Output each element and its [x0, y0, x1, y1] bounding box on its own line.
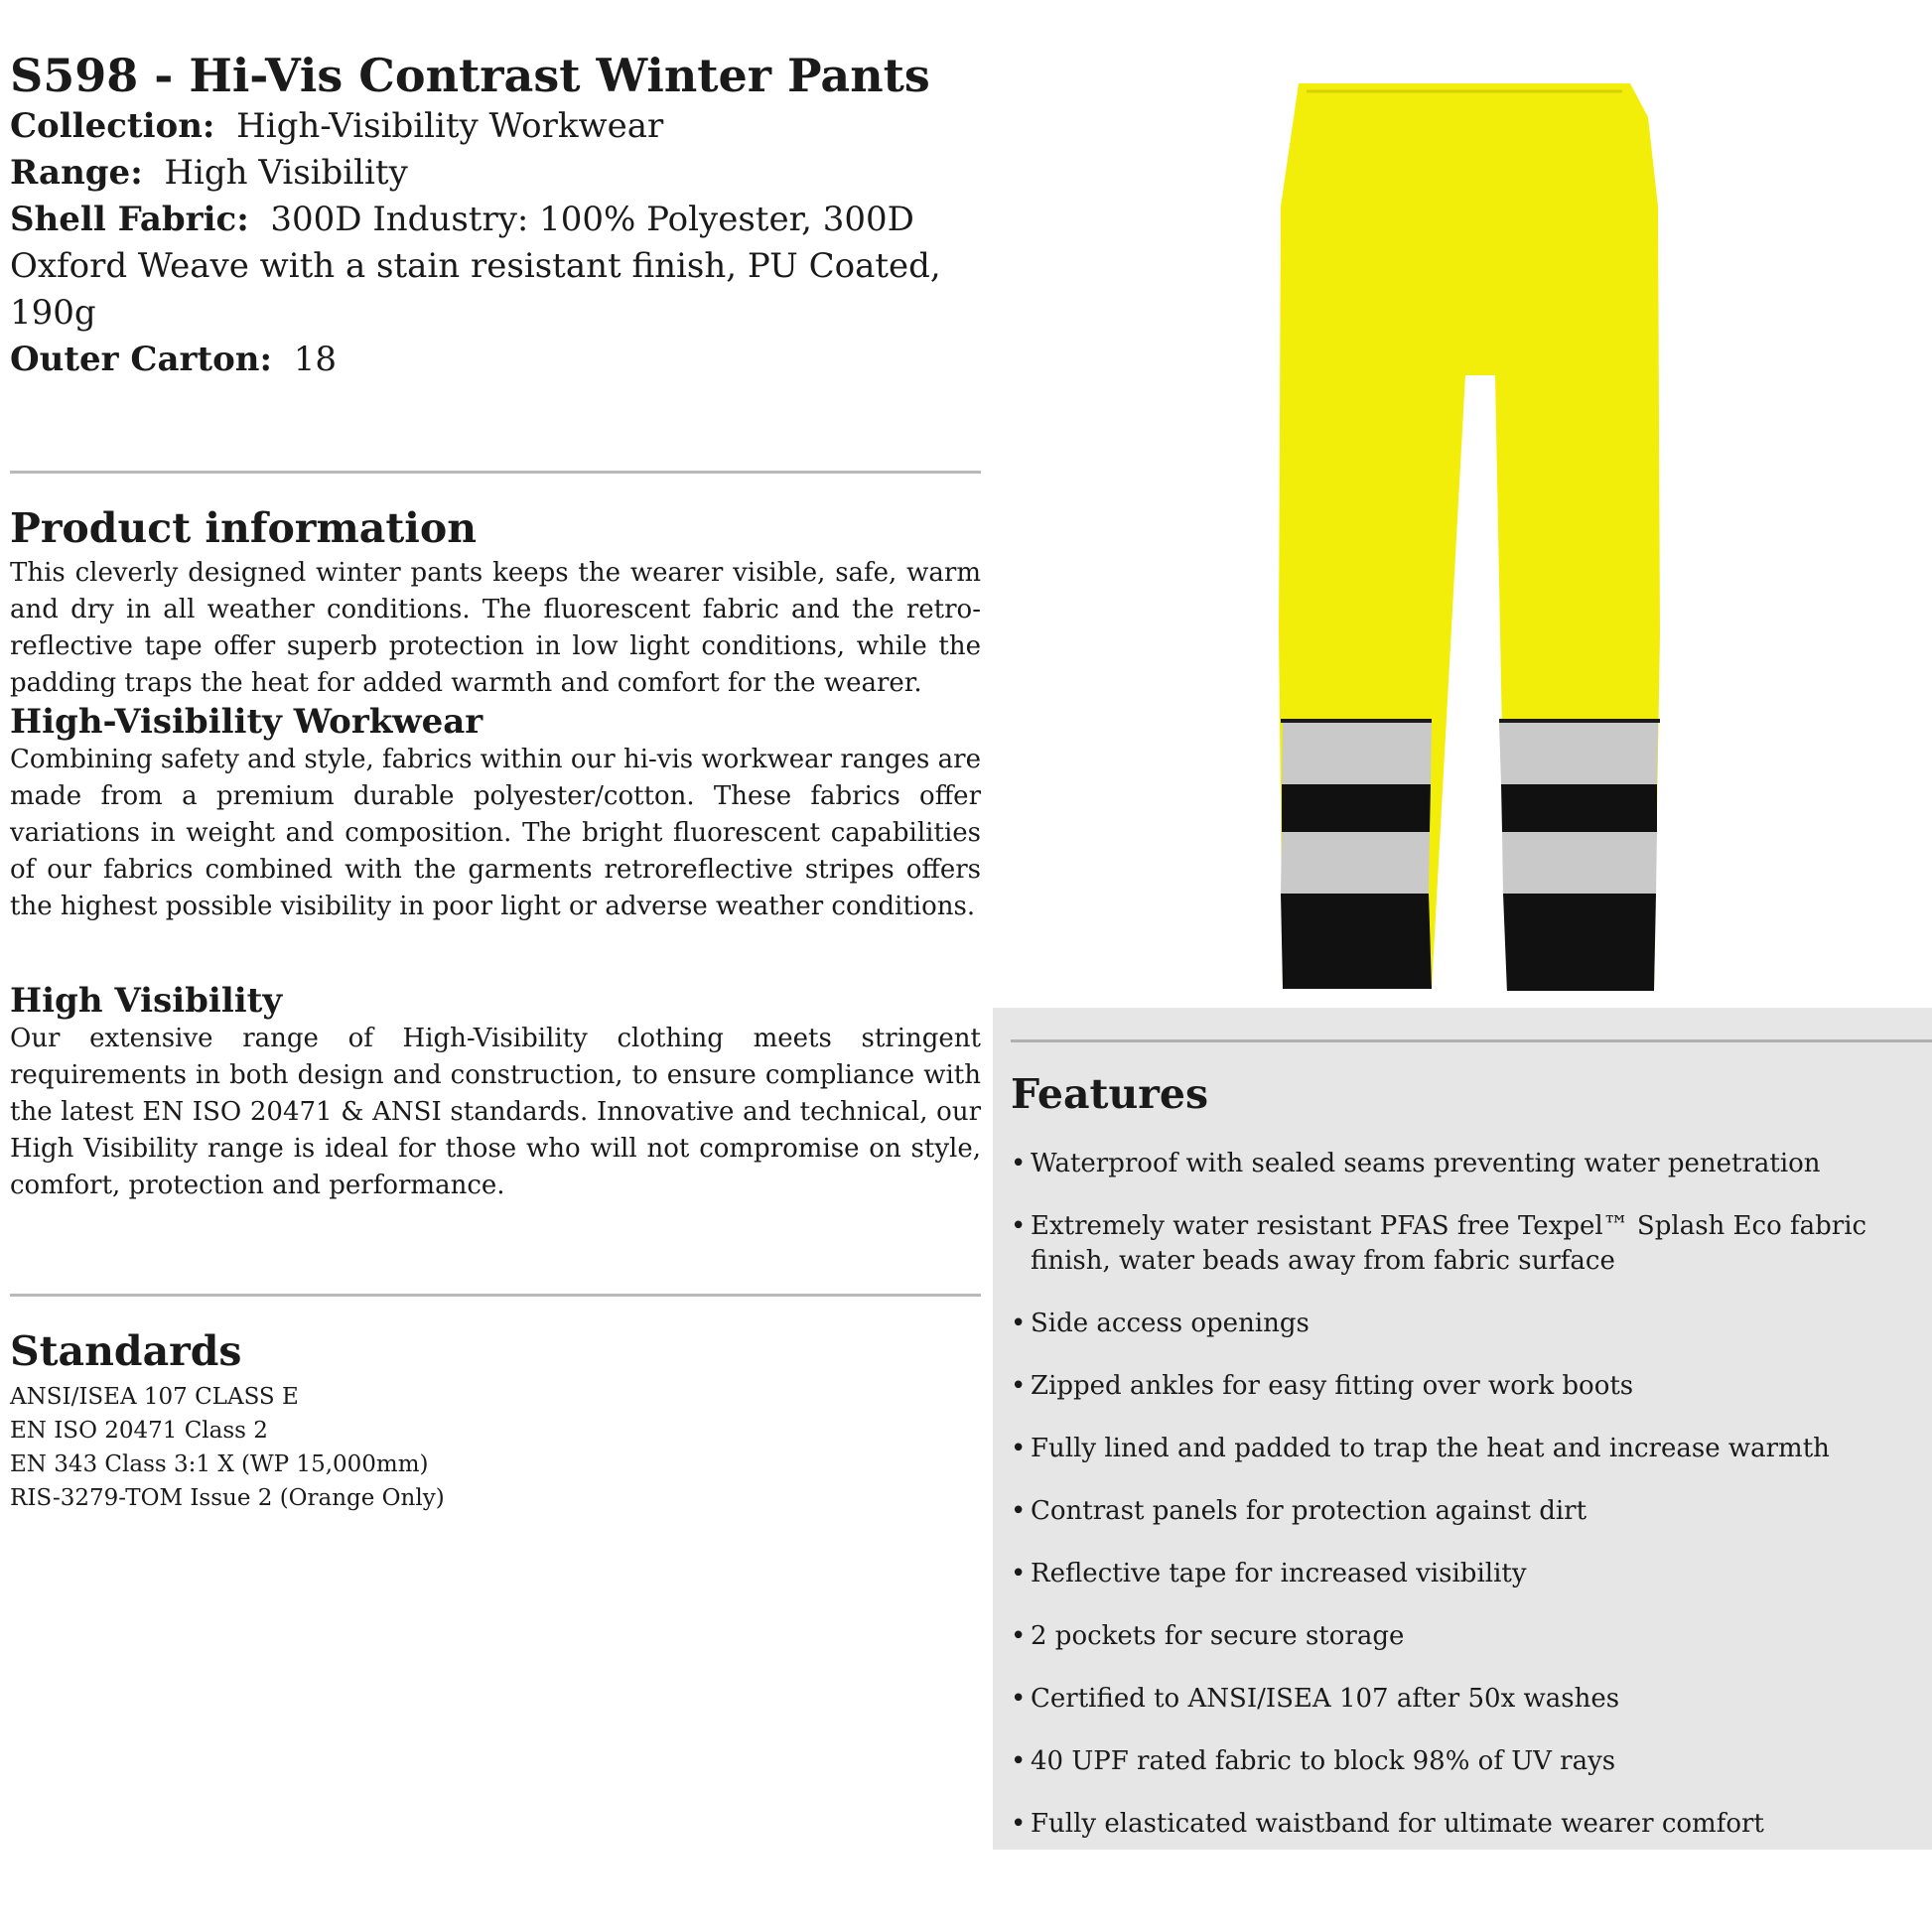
standard-item: EN ISO 20471 Class 2	[10, 1418, 268, 1444]
hi-vis-pants-image	[1271, 77, 1668, 991]
standards-list	[10, 1380, 981, 1515]
features-divider	[1011, 1039, 1932, 1042]
collection-value: High-Visibility Workwear	[236, 106, 664, 146]
spec-column	[10, 48, 981, 1515]
standard-item: RIS-3279-TOM Issue 2 (Orange Only)	[10, 1485, 445, 1511]
feature-item: • Fully lined and padded to trap the heat and increase warmth	[1011, 1432, 1929, 1466]
features-list	[1011, 1147, 1929, 1869]
standard-item: ANSI/ISEA 107 CLASS E	[10, 1384, 299, 1410]
hivis-body: Our extensive range of High-Visibility clothing meets stringent requirements in both design and construction, to ensure compliance with the latest EN ISO 20471 & ANSI standards. Innovative and technical, our High Visibility range is ideal for those who will not compromise on style, comfort, protection and performance.	[10, 1024, 981, 1200]
spec-range	[10, 150, 981, 197]
feature-item: • Zipped ankles for easy fitting over work boots	[1011, 1369, 1929, 1404]
feature-item: • 40 UPF rated fabric to block 98% of UV rays	[1011, 1744, 1929, 1779]
divider	[10, 1294, 981, 1297]
feature-item: • Certified to ANSI/ISEA 107 after 50x washes	[1011, 1682, 1929, 1717]
outer-carton-value: 18	[293, 340, 337, 379]
shell-fabric-value: 300D Industry: 100% Polyester, 300D Oxford Weave with a stain resistant finish, PU Coated, 190g	[10, 200, 941, 333]
product-title: S598 - Hi-Vis Contrast Winter Pants	[10, 49, 930, 102]
feature-item: • Reflective tape for increased visibility	[1011, 1557, 1929, 1591]
spec-outer-carton	[10, 337, 981, 383]
product-info-body: This cleverly designed winter pants keeps the wearer visible, safe, warm and dry in all weather conditions. The fluorescent fabric and the retro-reflective tape offer superb protection in low light conditions, while the padding traps the heat for added warmth and comfort for the wearer.	[10, 558, 981, 698]
range-value: High Visibility	[164, 153, 408, 193]
feature-item: • Extremely water resistant PFAS free Texpel™ Splash Eco fabric finish, water beads away from fabric surface	[1011, 1209, 1929, 1279]
features-title: Features	[1011, 1070, 1209, 1118]
standards-title: Standards	[10, 1327, 242, 1375]
workwear-title: High-Visibility Workwear	[10, 702, 483, 742]
standard-item: EN 343 Class 3:1 X (WP 15,000mm)	[10, 1451, 429, 1477]
shell-fabric-label: Shell Fabric:	[10, 200, 249, 239]
spec-collection	[10, 103, 981, 150]
feature-item: • Fully elasticated waistband for ultimate wearer comfort	[1011, 1807, 1929, 1842]
features-panel	[993, 1008, 1932, 1850]
feature-item: • Waterproof with sealed seams preventing water penetration	[1011, 1147, 1929, 1181]
spec-shell-fabric	[10, 197, 981, 337]
range-label: Range:	[10, 153, 143, 193]
divider	[10, 471, 981, 474]
collection-label: Collection:	[10, 106, 215, 146]
workwear-body: Combining safety and style, fabrics within our hi-vis workwear ranges are made from a premium durable polyester/cotton. These fabrics offer variations in weight and composition. The bright fluorescent capabilities of our fabrics combined with the garments retroreflective stripes offers the highest possible visibility in poor light or adverse weather conditions.	[10, 745, 981, 921]
feature-item: • Contrast panels for protection against dirt	[1011, 1494, 1929, 1529]
hivis-title: High Visibility	[10, 981, 283, 1021]
outer-carton-label: Outer Carton:	[10, 340, 273, 379]
product-info-title: Product information	[10, 504, 478, 552]
feature-item: • 2 pockets for secure storage	[1011, 1619, 1929, 1654]
feature-item: • Side access openings	[1011, 1307, 1929, 1341]
